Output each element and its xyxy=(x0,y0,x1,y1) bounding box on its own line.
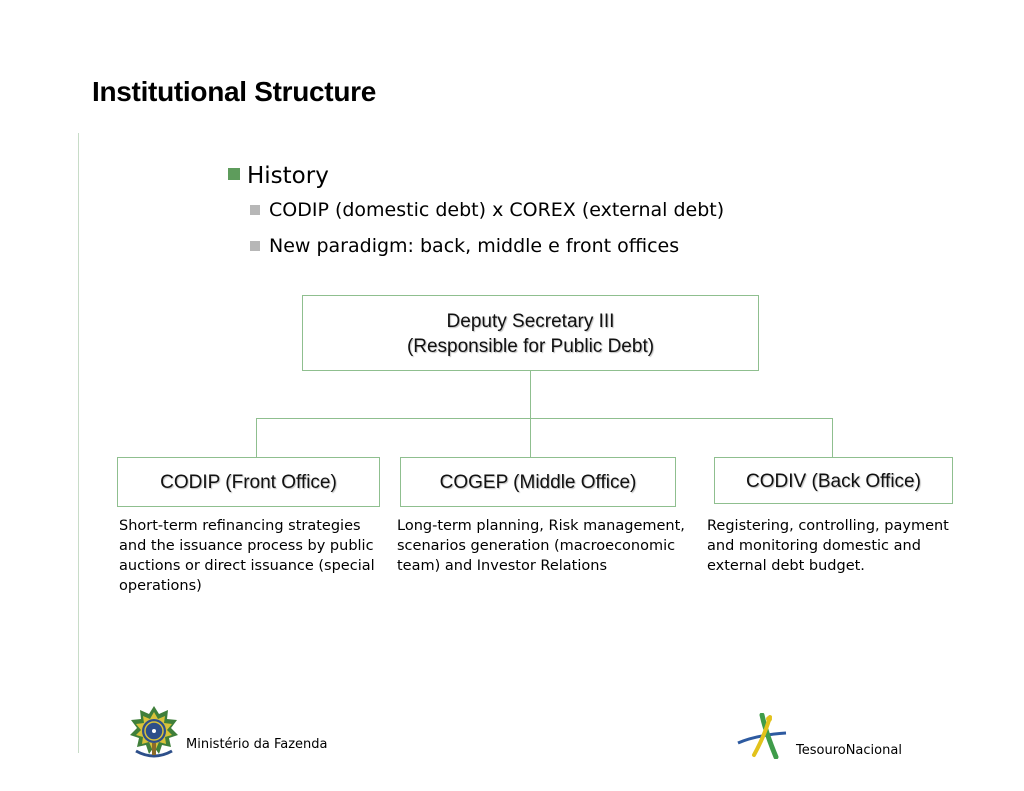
office-box-codip: CODIP (Front Office) xyxy=(117,457,380,507)
office-box-cogep: COGEP (Middle Office) xyxy=(400,457,676,507)
connector-vertical-left xyxy=(256,418,257,457)
footer-tesouro-label: TesouroNacional xyxy=(796,742,902,758)
connector-vertical-right xyxy=(832,418,833,457)
coat-of-arms-icon xyxy=(128,705,180,759)
office-description-codip: Short-term refinancing strategies and the issuance process by public auctions or direct issuance (special operations) xyxy=(119,518,375,594)
bullet-list xyxy=(228,160,724,264)
deputy-secretary-line1: Deputy Secretary III xyxy=(446,311,615,332)
sub-bullet-2 xyxy=(250,228,724,264)
sub-bullet-1-text: CODIP (domestic debt) x COREX (external debt) xyxy=(269,199,725,221)
sub-bullet-1 xyxy=(250,192,724,228)
bullet-history xyxy=(228,160,724,192)
deputy-secretary-line2: (Responsible for Public Debt) xyxy=(406,336,655,357)
slide-title: Institutional Structure xyxy=(92,76,376,107)
footer-tesouro xyxy=(736,713,902,759)
deputy-secretary-box xyxy=(302,295,759,371)
connector-vertical-top xyxy=(530,371,531,457)
sub-bullet-2-text: New paradigm: back, middle e front offices xyxy=(269,235,680,257)
gray-square-bullet-icon xyxy=(250,205,260,215)
office-description-cogep: Long-term planning, Risk management, scenarios generation (macroeconomic team) and Investor Relations xyxy=(397,518,685,574)
office-description-codiv: Registering, controlling, payment and monitoring domestic and external debt budget. xyxy=(707,518,949,574)
footer-ministry-label: Ministério da Fazenda xyxy=(186,736,328,752)
tesouro-logo-icon xyxy=(736,713,792,759)
connector-horizontal xyxy=(256,418,833,419)
office-box-codiv: CODIV (Back Office) xyxy=(714,457,953,504)
green-square-bullet-icon xyxy=(228,168,240,180)
gray-square-bullet-icon xyxy=(250,241,260,251)
bullet-history-text: History xyxy=(247,163,329,189)
left-divider-line xyxy=(78,133,79,753)
footer-ministry xyxy=(128,705,327,759)
